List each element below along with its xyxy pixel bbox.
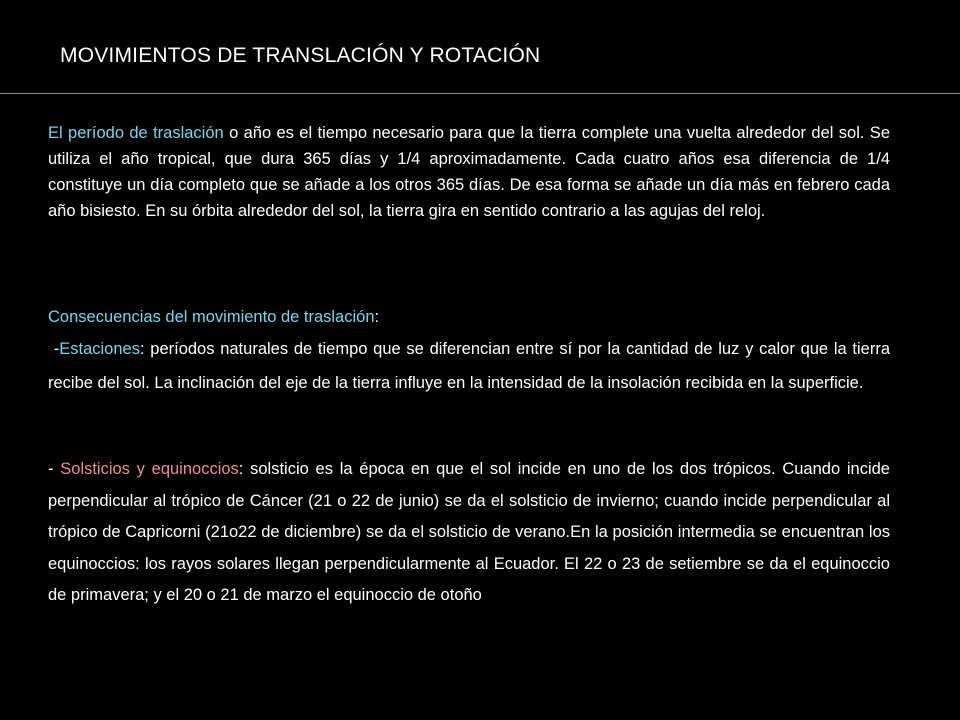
title-divider xyxy=(0,93,960,94)
solsticios-dash: - xyxy=(48,460,61,478)
estaciones-text: : períodos naturales de tiempo que se diferencian entre sí por la cantidad de luz y calor que la tierra recibe del sol. La inclinación del eje de la tierra influye en la intensidad de la insolación recibida en la superficie. xyxy=(48,340,890,392)
slide-title: MOVIMIENTOS DE TRANSLACIÓN Y ROTACIÓN xyxy=(60,44,541,67)
estaciones-term: Estaciones xyxy=(59,340,140,358)
intro-paragraph xyxy=(48,120,890,224)
solsticios-paragraph xyxy=(48,454,890,612)
estaciones-dash: - xyxy=(48,340,60,358)
consequences-heading-text: Consecuencias del movimiento de traslación xyxy=(48,308,375,326)
solsticios-term: Solsticios y equinoccios xyxy=(60,460,239,478)
intro-text: o año es el tiempo necesario para que la tierra complete una vuelta alrededor del sol. Se utiliza el año tropical, que dura 365 días y 1/4 aproximadamente. Cada cuatro años esa diferencia de 1/4 constituye un día completo que se añade a los otros 365 días. De esa forma se añade un día más en febrero cada año bisiesto. En su órbita alrededor del sol, la tierra gira en sentido contrario a las agujas del reloj. xyxy=(48,124,890,220)
intro-prefix: El xyxy=(48,124,63,142)
solsticios-text: : solsticio es la época en que el sol incide en uno de los dos trópicos. Cuando incide perpendicular al trópico de Cáncer (21 o 22 de junio) se da el solsticio de invierno; cuando incide perpendicular al trópico de Capricorni (21o22 de diciembre) se da el solsticio de verano.En la posición intermedia se encuentran los equinoccios: los rayos solares llegan perpendicularmente al Ecuador. El 22 o 23 de setiembre se da el equinoccio de primavera; y el 20 o 21 de marzo el equinoccio de otoño xyxy=(48,460,890,604)
estaciones-paragraph xyxy=(48,332,890,400)
intro-term: período de traslación xyxy=(62,124,230,142)
consequences-heading xyxy=(48,306,379,328)
consequences-heading-colon: : xyxy=(374,308,380,326)
